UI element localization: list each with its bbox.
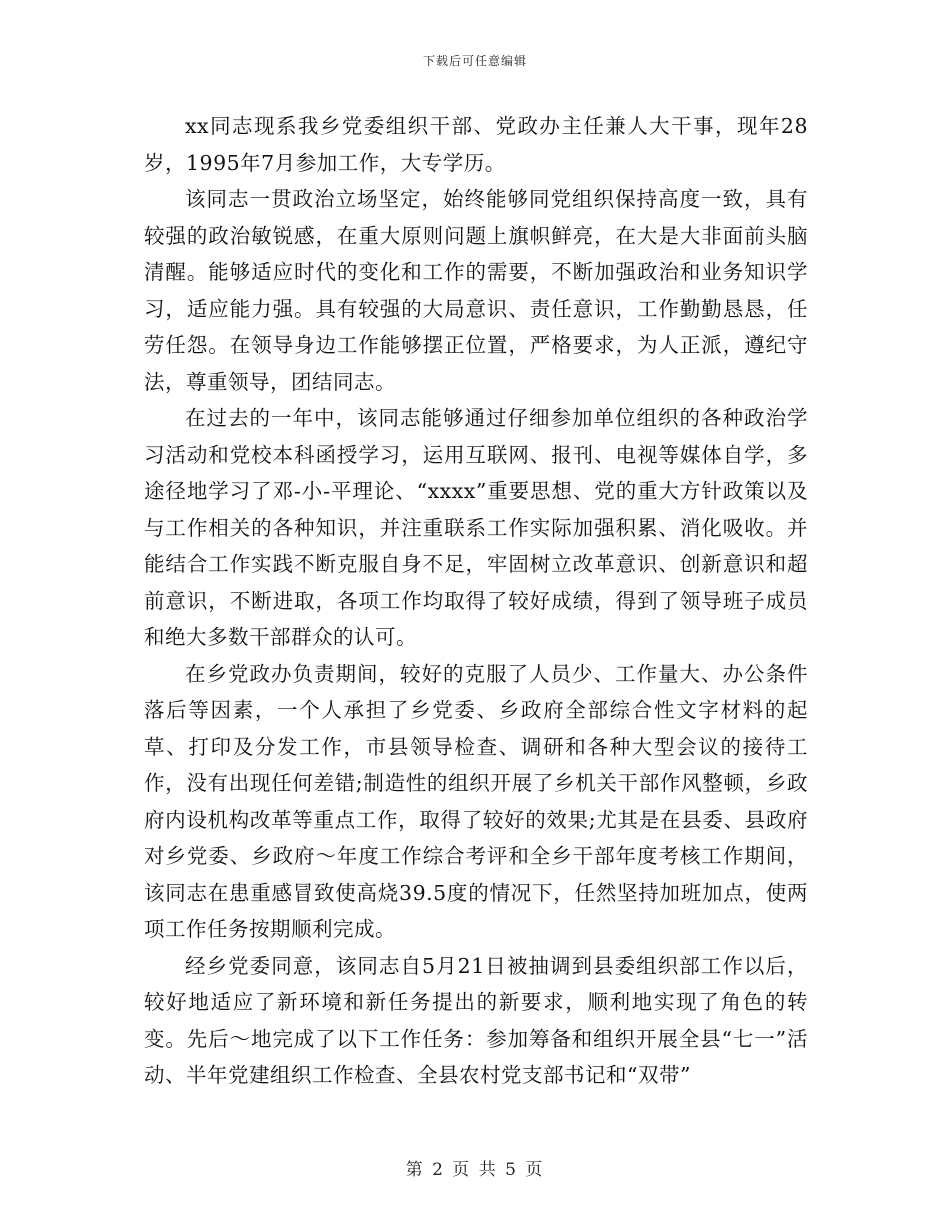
paragraph-5: 经乡党委同意，该同志自5月21日被抽调到县委组织部工作以后，较好地适应了新环境和新任务提出的新要求，顺利地实现了角色的转变。先后～地完成了以下工作任务：参加筹备和组织开展全县“七一”活动、半年党建组织工作检查、全县农村党支部书记和“双带” [144, 953, 808, 1087]
paragraph-1: xx同志现系我乡党委组织干部、党政办主任兼人大干事，现年28岁，1995年7月参加工作，大专学历。 [144, 114, 808, 175]
document-body [144, 108, 808, 1094]
paragraph-3: 在过去的一年中，该同志能够通过仔细参加单位组织的各种政治学习活动和党校本科函授学习，运用互联网、报刊、电视等媒体自学，多途径地学习了邓-小-平理论、“xxxx”重要思想、党的重大方针政策以及与工作相关的各种知识，并注重联系工作实际加强积累、消化吸收。并能结合工作实践不断克服自身不足，牢固树立改革意识、创新意识和超前意识，不断进取，各项工作均取得了较好成绩，得到了领导班子成员和绝大多数干部群众的认可。 [144, 406, 808, 649]
paragraph-4: 在乡党政办负责期间，较好的克服了人员少、工作量大、办公条件落后等因素，一个人承担了乡党委、乡政府全部综合性文字材料的起草、打印及分发工作，市县领导检查、调研和各种大型会议的接待工作，没有出现任何差错;制造性的组织开展了乡机关干部作风整顿，乡政府内设机构改革等重点工作，取得了较好的效果;尤其是在县委、县政府对乡党委、乡政府～年度工作综合考评和全乡干部年度考核工作期间，该同志在患重感冒致使高烧39.5度的情况下，任然坚持加班加点，使两项工作任务按期顺利完成。 [144, 661, 808, 941]
page-header: 下载后可任意编辑 [422, 54, 527, 68]
paragraph-2: 该同志一贯政治立场坚定，始终能够同党组织保持高度一致，具有较强的政治敏锐感，在重大原则问题上旗帜鲜亮，在大是大非面前头脑清醒。能够适应时代的变化和工作的需要，不断加强政治和业务知识学习，适应能力强。具有较强的大局意识、责任意识，工作勤勤恳恳，任劳任怨。在领导身边工作能够摆正位置，严格要求，为人正派，遵纪守法，尊重领导，团结同志。 [144, 187, 808, 394]
page-number: 第 2 页 共 5 页 [405, 1160, 545, 1180]
